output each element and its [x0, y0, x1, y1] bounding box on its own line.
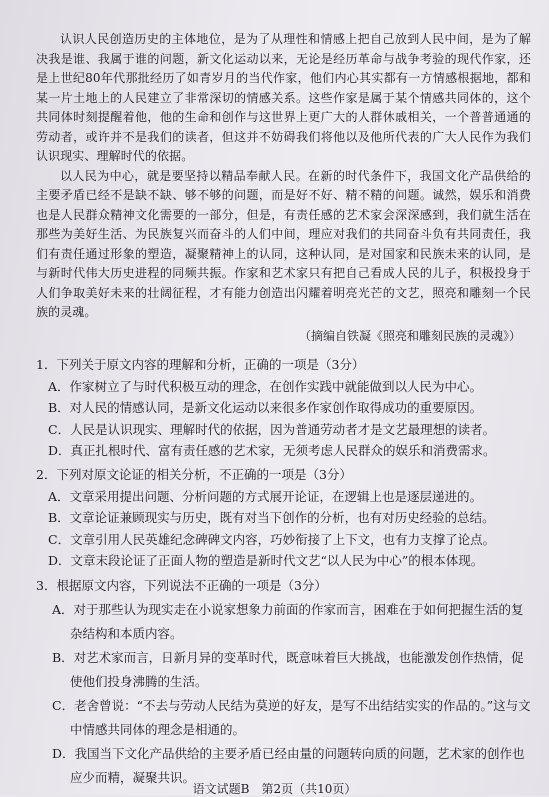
option-c: C．老舍曾说：“不去与劳动人民结为莫逆的好友，是写不出结结实实的作品的。”这与文中情感共同体的理念是相通的。 [52, 697, 531, 737]
page-footer: 语文试题B 第2页（共10页） [192, 782, 357, 796]
question-stem: 3．根据原文内容，下列说法不正确的一项是（3分） [36, 577, 327, 593]
option-a: A．作家树立了与时代积极互动的理念，在创作实践中就能做到以人民为中心。 [48, 378, 483, 394]
option-d: D．真正扎根时代、富有责任感的艺术家，无须考虑人民群众的娱乐和消费需求。 [48, 443, 496, 458]
question-2 [36, 464, 531, 572]
option-d: D．我国当下文化产品供给的主要矛盾已经由量的问题转向质的问题，艺术家的创作也应少而精，凝聚共识。 [52, 745, 525, 785]
option-a: A．对于那些认为现实走在小说家想象力前面的作家而言，困难在于如何把握生活的复杂结构和本质内容。 [52, 601, 524, 641]
option-a: A．文章采用提出问题、分析问题的方式展开论证，在逻辑上也是逐层递进的。 [48, 488, 483, 504]
question-3 [36, 574, 531, 790]
option-d: D．文章末段论证了正面人物的塑造是新时代文艺“以人民为中心”的根本体现。 [48, 553, 484, 568]
option-b: B．文章论证兼顾现实与历史，既有对当下创作的分析，也有对历史经验的总结。 [48, 510, 495, 525]
passage-source: （摘编自铁凝《照亮和雕刻民族的灵魂》） [298, 328, 521, 343]
passage-paragraph-1: 认识人民创造历史的主体地位，是为了从理性和情感上把自己放到人民中间，是为了解决我是谁、我属于谁的问题，新文化运动以来，无论是经历革命与战争考验的现代作家，还是上世纪80年代那批经历了如青岁月的当代作家，他们内心其实都有一方情感根据地，都和某一片土地上的人民建立了非常深切的情感关系。这些作家是属于某个情感共同体的，这个共同体时刻提醒着他，他的生命和创作与这世界上更广大的人群休戚相关，一个普普通通的劳动者，或许并不是我们的读者，但这并不妨碍我们将他以及他所代表的广大人民作为我们认识现实、理解时代的依据。 [36, 32, 531, 163]
option-c: C．文章引用人民英雄纪念碑碑文内容，巧妙衔接了上下文，也有力支撑了论点。 [48, 531, 496, 547]
question-stem: 2．下列对原文论证的相关分析，不正确的一项是（3分） [36, 466, 352, 482]
passage-paragraph-2: 以人民为中心，就是要坚持以精品奉献人民。在新的时代条件下，我国文化产品供给的主要矛盾已经不是缺不缺、够不够的问题，而是好不好、精不精的问题。诚然，娱乐和消费也是人民群众精神文化需要的一部分，但是，有责任感的艺术家会深深感到，我们就生活在那些为美好生活、为民族复兴而奋斗的人们中间，理应对我们的共同奋斗负有共同责任，我们有责任通过形象的塑造，凝聚精神上的认同，这种认同，是对国家和民族未来的认同，是与新时代伟大历史进程的同频共振。作家和艺术家只有把自己看成人民的儿子，积极投身于人们争取美好未来的壮阔征程，才有能力创造出闪耀着明亮光芒的文艺，照亮和雕刻一个民族的灵魂。 [36, 168, 531, 319]
reading-passage [36, 30, 531, 346]
option-b: B．对艺术家而言，日新月异的变革时代，既意味着巨大挑战，也能激发创作热情，促使他们投身沸腾的生活。 [52, 649, 524, 689]
question-1 [36, 354, 531, 462]
option-b: B．对人民的情感认同，是新文化运动以来很多作家创作取得成功的重要原因。 [48, 400, 483, 415]
question-stem: 1．下列关于原文内容的理解和分析，正确的一项是（3分） [36, 356, 365, 372]
option-c: C．人民是认识现实、理解时代的依据，因为普通劳动者才是文艺最理想的读者。 [48, 421, 496, 437]
